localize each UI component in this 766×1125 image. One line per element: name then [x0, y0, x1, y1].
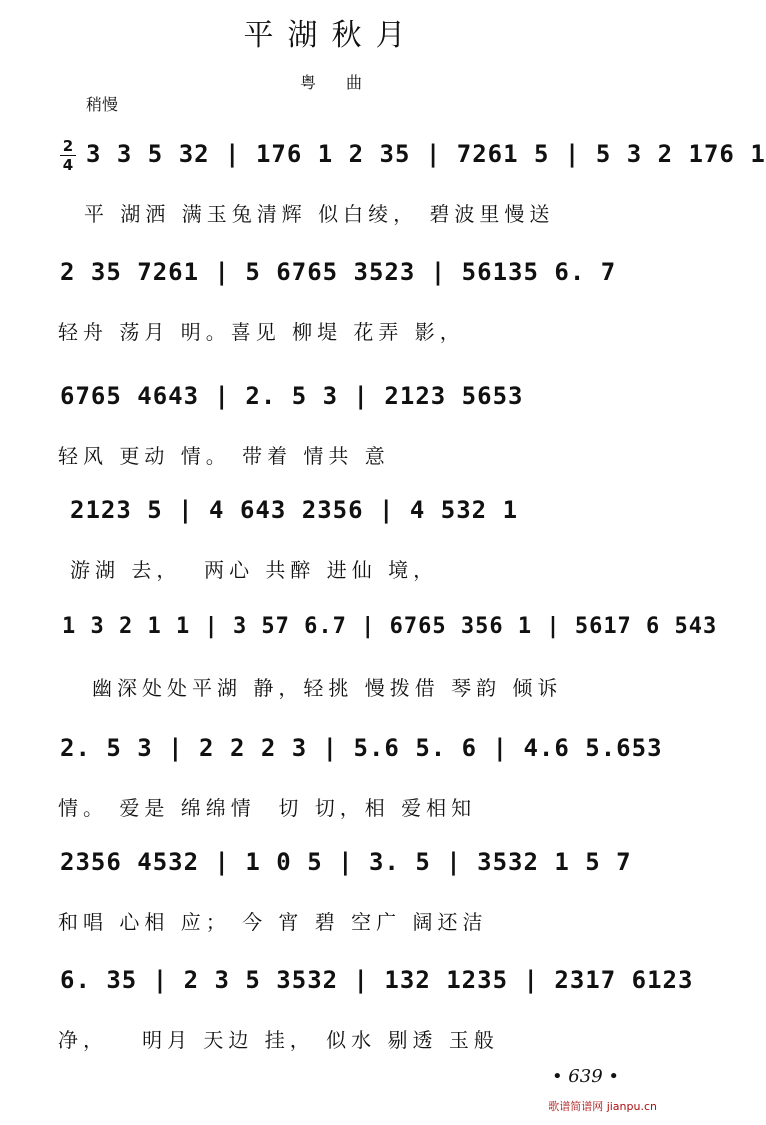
lyric-line: 轻风 更动 情。 带着 情共 意 — [58, 444, 390, 468]
time-signature-bottom: 4 — [62, 156, 74, 174]
lyric-line: 净， 明月 天边 挂， 似水 剔透 玉般 — [58, 1028, 499, 1052]
notation-line: 1 3 2 1 1 | 3 57 6.7 | 6765 356 1 | 5617 6 543 — [62, 614, 718, 639]
lyric-line: 轻舟 荡月 明。喜见 柳堤 花弄 影， — [58, 320, 465, 344]
lyric-line: 幽深处处平湖 静，轻挑 慢拨借 琴韵 倾诉 — [92, 676, 563, 700]
time-signature — [60, 138, 76, 173]
watermark: 歌谱简谱网 jianpu.cn — [548, 1100, 657, 1113]
genre-label: 粤曲 — [300, 73, 393, 92]
notation-line: 2356 4532 | 1 0 5 | 3. 5 | 3532 1 5 7 — [60, 848, 632, 876]
notation-line: 2. 5 3 | 2 2 2 3 | 5.6 5. 6 | 4.6 5.653 — [60, 734, 663, 762]
page-number: • 639 • — [551, 1066, 619, 1087]
lyric-line: 和唱 心相 应； 今 宵 碧 空广 阔还洁 — [58, 910, 488, 934]
lyric-line: 平 湖洒 满玉兔清辉 似白绫， 碧波里慢送 — [84, 202, 555, 226]
lyric-line: 情。 爱是 绵绵情 切 切，相 爱相知 — [58, 796, 477, 820]
notation-line: 2123 5 | 4 643 2356 | 4 532 1 — [70, 496, 519, 524]
notation-line: 3 3 5 32 | 176 1 2 35 | 7261 5 | 5 3 2 176 1 — [86, 140, 766, 168]
notation-line: 6. 35 | 2 3 5 3532 | 132 1235 | 2317 6123 — [60, 966, 694, 994]
lyric-line: 游湖 去， 两心 共醉 进仙 境， — [70, 558, 439, 582]
time-signature-top: 2 — [62, 137, 74, 155]
tempo-marking: 稍慢 — [86, 95, 119, 114]
notation-line: 2 35 7261 | 5 6765 3523 | 56135 6. 7 — [60, 258, 617, 286]
song-title: 平湖秋月 — [243, 18, 420, 53]
notation-line: 6765 4643 | 2. 5 3 | 2123 5653 — [60, 382, 524, 410]
